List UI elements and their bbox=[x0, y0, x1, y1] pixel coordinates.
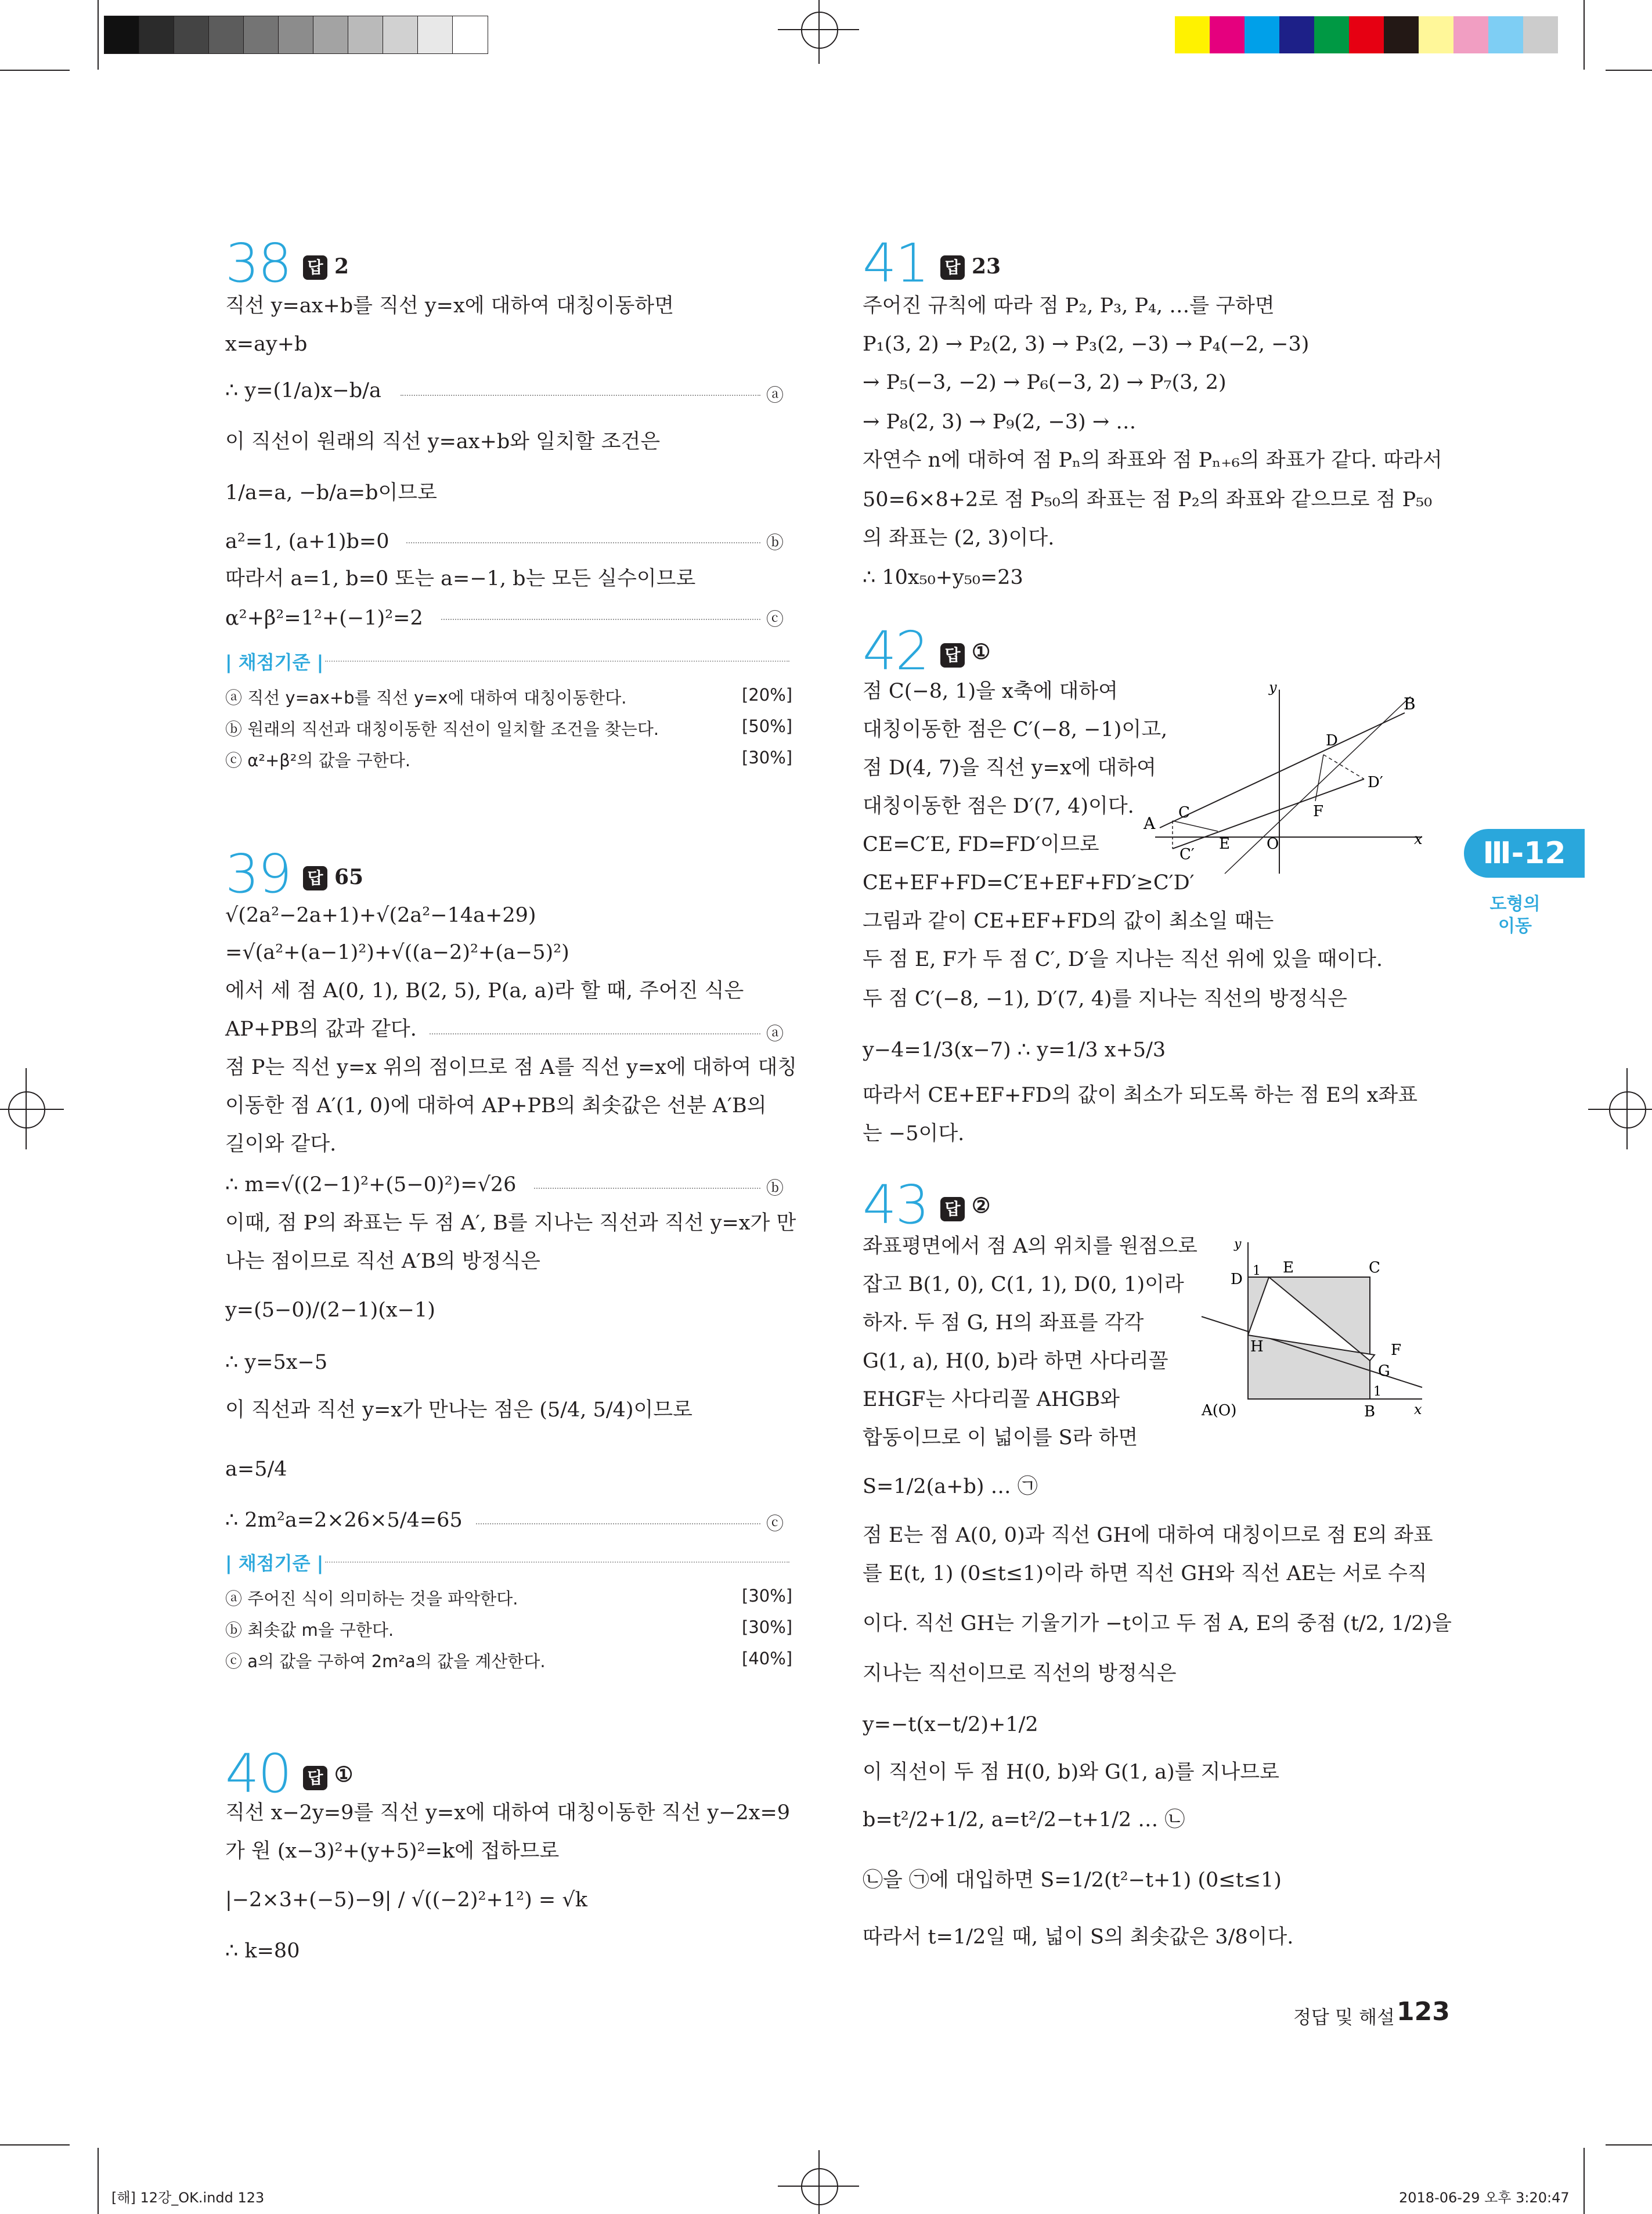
label-d: D bbox=[1326, 732, 1338, 749]
leader-dots bbox=[430, 1033, 760, 1034]
criteria-divider bbox=[325, 1562, 789, 1563]
solution-line: 가 원 (x−3)²+(y+5)²=k에 접하므로 bbox=[225, 1840, 560, 1863]
gray-swatch bbox=[383, 16, 418, 53]
leader-dots bbox=[534, 1188, 760, 1189]
solution-line: y=−t(x−t/2)+1/2 bbox=[863, 1713, 1038, 1736]
figure-43-graph bbox=[1196, 1231, 1440, 1428]
label-y: y bbox=[1234, 1237, 1242, 1252]
solution-line: 따라서 t=1/2일 때, 넓이 S의 최솟값은 3/8이다. bbox=[863, 1925, 1294, 1949]
label-f: F bbox=[1313, 803, 1324, 820]
registration-mark bbox=[1609, 1091, 1646, 1128]
criteria-item: ⓑ 원래의 직선과 대칭이동한 직선이 일치할 조건을 찾는다. bbox=[225, 719, 659, 739]
solution-line: a²=1, (a+1)b=0 bbox=[225, 530, 389, 553]
criteria-item: ⓒ α²+β²의 값을 구한다. bbox=[225, 751, 411, 770]
gray-swatch bbox=[174, 16, 209, 53]
solution-line: 50=6×8+2로 점 P₅₀의 좌표는 점 P₂의 좌표와 같으므로 점 P₅₀ bbox=[863, 488, 1433, 511]
solution-line: EHGF는 사다리꼴 AHGB와 bbox=[863, 1388, 1120, 1411]
solution-line: 이 직선과 직선 y=x가 만나는 점은 (5/4, 5/4)이므로 bbox=[225, 1398, 692, 1422]
segment-ab bbox=[1160, 713, 1405, 828]
solution-line: 주어진 규칙에 따라 점 P₂, P₃, P₄, …를 구하면 bbox=[863, 294, 1275, 318]
gray-swatch bbox=[348, 16, 383, 53]
criteria-divider bbox=[325, 661, 789, 662]
solution-line: 좌표평면에서 점 A의 위치를 원점으로 bbox=[863, 1235, 1197, 1258]
problem-number: 39 bbox=[225, 843, 291, 905]
color-swatch bbox=[1279, 16, 1314, 53]
color-swatch bbox=[1210, 16, 1245, 53]
solution-line: 는 −5이다. bbox=[863, 1122, 965, 1145]
solution-line: 직선 y=ax+b를 직선 y=x에 대하여 대칭이동하면 bbox=[225, 294, 674, 318]
solution-line: 직선 x−2y=9를 직선 y=x에 대하여 대칭이동한 직선 y−2x=9 bbox=[225, 1801, 791, 1824]
color-swatch bbox=[1349, 16, 1384, 53]
solution-line: 지나는 직선이므로 직선의 방정식은 bbox=[863, 1662, 1177, 1685]
crop-mark bbox=[1584, 0, 1585, 70]
solution-line: S=1/2(a+b) … ㉠ bbox=[863, 1475, 1038, 1498]
leader-dots bbox=[401, 395, 760, 396]
segment-d-dp-dashed bbox=[1323, 755, 1364, 779]
page-number: 123 bbox=[1397, 1997, 1450, 2027]
label-x: x bbox=[1414, 831, 1423, 848]
criteria-item: ⓑ 최솟값 m을 구한다. bbox=[225, 1620, 394, 1640]
solution-line: α²+β²=1²+(−1)²=2 bbox=[225, 607, 423, 630]
answer-badge: 답 bbox=[303, 1766, 327, 1790]
solution-line: 이다. 직선 GH는 기울기가 −t이고 두 점 A, E의 중점 (t/2, 1/2)을 bbox=[863, 1612, 1452, 1635]
solution-line: P₁(3, 2) → P₂(2, 3) → P₃(2, −3) → P₄(−2, −3) bbox=[863, 333, 1310, 356]
answer-value: 23 bbox=[972, 254, 1001, 279]
crop-mark bbox=[0, 2144, 70, 2146]
registration-mark bbox=[8, 1091, 45, 1128]
answer-value: 65 bbox=[334, 865, 364, 889]
color-swatch bbox=[1314, 16, 1349, 53]
solution-line: 1/a=a, −b/a=b이므로 bbox=[225, 481, 437, 504]
solution-line: 의 좌표는 (2, 3)이다. bbox=[863, 527, 1055, 550]
solution-line: x=ay+b bbox=[225, 333, 308, 356]
gray-swatch bbox=[139, 16, 174, 53]
solution-line: 이 직선이 원래의 직선 y=ax+b와 일치할 조건은 bbox=[225, 430, 661, 453]
solution-line: 이동한 점 A′(1, 0)에 대하여 AP+PB의 최솟값은 선분 A′B의 bbox=[225, 1094, 767, 1117]
color-swatch bbox=[1175, 16, 1210, 53]
label-g: G bbox=[1378, 1362, 1390, 1380]
solution-line: √(2a²−2a+1)+√(2a²−14a+29) bbox=[225, 904, 536, 927]
solution-line: 를 E(t, 1) (0≤t≤1)이라 하면 직선 GH와 직선 AE는 서로 수직 bbox=[863, 1562, 1427, 1585]
problem-number: 41 bbox=[863, 232, 929, 294]
leader-dots bbox=[406, 542, 760, 543]
footer-label: 정답 및 해설 bbox=[1293, 2006, 1395, 2028]
solution-line: y=(5−0)/(2−1)(x−1) bbox=[225, 1299, 435, 1322]
solution-line: ∴ k=80 bbox=[225, 1939, 300, 1963]
criteria-item: ⓐ 직선 y=ax+b를 직선 y=x에 대하여 대칭이동한다. bbox=[225, 688, 627, 708]
solution-line: 자연수 n에 대하여 점 Pₙ의 좌표와 점 Pₙ₊₆의 좌표가 같다. 따라서 bbox=[863, 449, 1442, 472]
label-one-top: 1 bbox=[1253, 1264, 1261, 1278]
solution-line: y−4=1/3(x−7) ∴ y=1/3 x+5/3 bbox=[863, 1039, 1166, 1062]
label-d: D bbox=[1231, 1271, 1243, 1288]
solution-line: 이때, 점 P의 좌표는 두 점 A′, B를 지나는 직선과 직선 y=x가 만 bbox=[225, 1211, 796, 1235]
solution-line: 합동이므로 이 넓이를 S라 하면 bbox=[863, 1426, 1138, 1449]
solution-line: 나는 점이므로 직선 A′B의 방정식은 bbox=[225, 1250, 540, 1273]
label-h: H bbox=[1250, 1338, 1264, 1355]
figure-42-graph bbox=[1138, 679, 1440, 877]
label-f: F bbox=[1391, 1342, 1402, 1359]
criteria-percent: [30%] bbox=[742, 1586, 793, 1606]
label-e: E bbox=[1219, 835, 1230, 853]
gray-swatch bbox=[453, 16, 488, 53]
registration-mark bbox=[818, 2150, 820, 2214]
gray-swatch bbox=[418, 16, 453, 53]
solution-line: 따라서 CE+EF+FD의 값이 최소가 되도록 하는 점 E의 x좌표 bbox=[863, 1084, 1418, 1107]
solution-line: G(1, a), H(0, b)라 하면 사다리꼴 bbox=[863, 1350, 1168, 1373]
answer-value: ① bbox=[972, 640, 991, 664]
answer-badge: 답 bbox=[940, 643, 965, 668]
criteria-item: ⓐ 주어진 식이 의미하는 것을 파악한다. bbox=[225, 1589, 518, 1609]
label-a-origin: A(O) bbox=[1202, 1402, 1237, 1419]
gray-swatch bbox=[279, 16, 313, 53]
criteria-title: | 채점기준 | bbox=[225, 1552, 324, 1574]
gray-swatch bbox=[244, 16, 279, 53]
step-mark: ⓒ bbox=[766, 1514, 784, 1534]
label-c: C bbox=[1369, 1259, 1380, 1277]
solution-line: → P₈(2, 3) → P₉(2, −3) → … bbox=[863, 410, 1137, 434]
answer-badge: 답 bbox=[940, 1197, 965, 1221]
crop-mark bbox=[0, 70, 70, 71]
color-swatch bbox=[1488, 16, 1523, 53]
answer-value: ① bbox=[334, 1762, 354, 1787]
solution-line: ∴ 2m²a=2×26×5/4=65 bbox=[225, 1509, 463, 1532]
answer-badge: 답 bbox=[303, 866, 327, 890]
criteria-percent: [50%] bbox=[742, 716, 793, 736]
slug-date: 2018-06-29 오후 3:20:47 bbox=[1399, 2190, 1570, 2206]
color-swatch bbox=[1419, 16, 1453, 53]
solution-line: 대칭이동한 점은 C′(−8, −1)이고, bbox=[863, 718, 1168, 741]
step-mark: ⓒ bbox=[766, 610, 784, 630]
label-e: E bbox=[1283, 1259, 1294, 1277]
chapter-subtitle: 도형의 bbox=[1489, 894, 1541, 914]
criteria-percent: [40%] bbox=[742, 1649, 793, 1668]
criteria-percent: [30%] bbox=[742, 1617, 793, 1637]
registration-mark bbox=[26, 1068, 27, 1149]
label-cprime: C′ bbox=[1180, 846, 1195, 863]
label-x: x bbox=[1414, 1401, 1422, 1418]
label-one-right: 1 bbox=[1373, 1384, 1382, 1399]
label-o: O bbox=[1267, 835, 1279, 853]
solution-line: CE+EF+FD=C′E+EF+FD′≥C′D′ bbox=[863, 871, 1195, 895]
solution-line: 그림과 같이 CE+EF+FD의 값이 최소일 때는 bbox=[863, 910, 1274, 933]
label-a: A bbox=[1144, 814, 1156, 833]
answer-badge: 답 bbox=[940, 255, 965, 280]
leader-dots bbox=[441, 619, 760, 620]
label-b: B bbox=[1404, 694, 1416, 713]
crop-mark bbox=[98, 2148, 99, 2214]
criteria-percent: [30%] bbox=[742, 748, 793, 767]
solution-line: ㉡을 ㉠에 대입하면 S=1/2(t²−t+1) (0≤t≤1) bbox=[863, 1869, 1282, 1892]
solution-line: 하자. 두 점 G, H의 좌표를 각각 bbox=[863, 1311, 1144, 1335]
solution-line: b=t²/2+1/2, a=t²/2−t+1/2 … ㉡ bbox=[863, 1808, 1185, 1831]
crop-mark bbox=[1606, 2144, 1652, 2146]
chapter-subtitle: 이동 bbox=[1498, 916, 1532, 936]
label-dprime: D′ bbox=[1368, 774, 1383, 791]
gray-swatch bbox=[313, 16, 348, 53]
solution-line: a=5/4 bbox=[225, 1458, 287, 1481]
slug-file: [해] 12강_OK.indd 123 bbox=[111, 2190, 265, 2206]
step-mark: ⓐ bbox=[766, 1024, 784, 1044]
solution-line: 두 점 E, F가 두 점 C′, D′을 지나는 직선 위에 있을 때이다. bbox=[863, 948, 1383, 971]
problem-number: 42 bbox=[863, 620, 929, 682]
criteria-percent: [20%] bbox=[742, 685, 793, 705]
solution-line: 길이와 같다. bbox=[225, 1133, 337, 1156]
registration-mark bbox=[801, 12, 838, 49]
gray-swatch bbox=[209, 16, 244, 53]
problem-number: 38 bbox=[225, 232, 291, 294]
color-swatch bbox=[1384, 16, 1419, 53]
answer-value: 2 bbox=[334, 254, 349, 279]
solution-line: 점 P는 직선 y=x 위의 점이므로 점 A를 직선 y=x에 대하여 대칭 bbox=[225, 1056, 798, 1079]
criteria-title: | 채점기준 | bbox=[225, 651, 324, 673]
criteria-item: ⓒ a의 값을 구하여 2m²a의 값을 계산한다. bbox=[225, 1652, 546, 1671]
label-y: y bbox=[1269, 679, 1277, 695]
solution-line: 점 E는 점 A(0, 0)과 직선 GH에 대하여 대칭이므로 점 E의 좌표 bbox=[863, 1524, 1433, 1547]
solution-line: 대칭이동한 점은 D′(7, 4)이다. bbox=[863, 795, 1134, 818]
solution-line: CE=C′E, FD=FD′이므로 bbox=[863, 833, 1099, 856]
chapter-tab: Ⅲ-12 bbox=[1464, 829, 1585, 878]
registration-mark bbox=[0, 1109, 64, 1110]
step-mark: ⓑ bbox=[766, 533, 784, 553]
solution-line: 이 직선이 두 점 H(0, b)와 G(1, a)를 지나므로 bbox=[863, 1761, 1279, 1784]
crop-mark bbox=[1606, 70, 1652, 71]
registration-mark bbox=[818, 0, 820, 64]
color-swatch bbox=[1245, 16, 1279, 53]
color-swatch bbox=[1453, 16, 1488, 53]
crop-mark bbox=[1584, 2148, 1585, 2214]
registration-mark bbox=[1626, 1068, 1628, 1149]
color-swatch bbox=[1523, 16, 1558, 53]
label-c: C bbox=[1178, 804, 1190, 821]
gray-swatch bbox=[104, 16, 139, 53]
solution-line: 점 D(4, 7)을 직선 y=x에 대하여 bbox=[863, 756, 1156, 780]
problem-number: 40 bbox=[225, 1743, 291, 1805]
answer-value: ② bbox=[972, 1193, 991, 1218]
solution-line: =√(a²+(a−1)²)+√((a−2)²+(a−5)²) bbox=[225, 941, 569, 964]
registration-mark bbox=[801, 2168, 838, 2205]
solution-line: ∴ y=(1/a)x−b/a bbox=[225, 379, 381, 402]
answer-badge: 답 bbox=[303, 255, 327, 280]
label-b: B bbox=[1364, 1403, 1376, 1420]
solution-line: 잡고 B(1, 0), C(1, 1), D(0, 1)이라 bbox=[863, 1273, 1184, 1296]
registration-mark bbox=[1588, 1109, 1652, 1110]
step-mark: ⓑ bbox=[766, 1178, 784, 1199]
step-mark: ⓐ bbox=[766, 385, 784, 406]
solution-line: ∴ 10x₅₀+y₅₀=23 bbox=[863, 566, 1023, 589]
solution-line: 따라서 a=1, b=0 또는 a=−1, b는 모든 실수이므로 bbox=[225, 567, 696, 590]
solution-line: ∴ m=√((2−1)²+(5−0)²)=√26 bbox=[225, 1173, 517, 1196]
solution-line: AP+PB의 값과 같다. bbox=[225, 1018, 417, 1041]
leader-dots bbox=[476, 1523, 760, 1524]
solution-line: 점 C(−8, 1)을 x축에 대하여 bbox=[863, 680, 1118, 703]
solution-line: |−2×3+(−5)−9| / √((−2)²+1²) = √k bbox=[225, 1888, 587, 1912]
segment-ce bbox=[1173, 821, 1218, 831]
solution-line: 두 점 C′(−8, −1), D′(7, 4)를 지나는 직선의 방정식은 bbox=[863, 987, 1347, 1011]
solution-line: ∴ y=5x−5 bbox=[225, 1351, 328, 1374]
solution-line: 에서 세 점 A(0, 1), B(2, 5), P(a, a)라 할 때, 주어진 식은 bbox=[225, 979, 744, 1003]
crop-mark bbox=[98, 0, 99, 70]
solution-line: → P₅(−3, −2) → P₆(−3, 2) → P₇(3, 2) bbox=[863, 371, 1227, 394]
problem-number: 43 bbox=[863, 1174, 929, 1236]
